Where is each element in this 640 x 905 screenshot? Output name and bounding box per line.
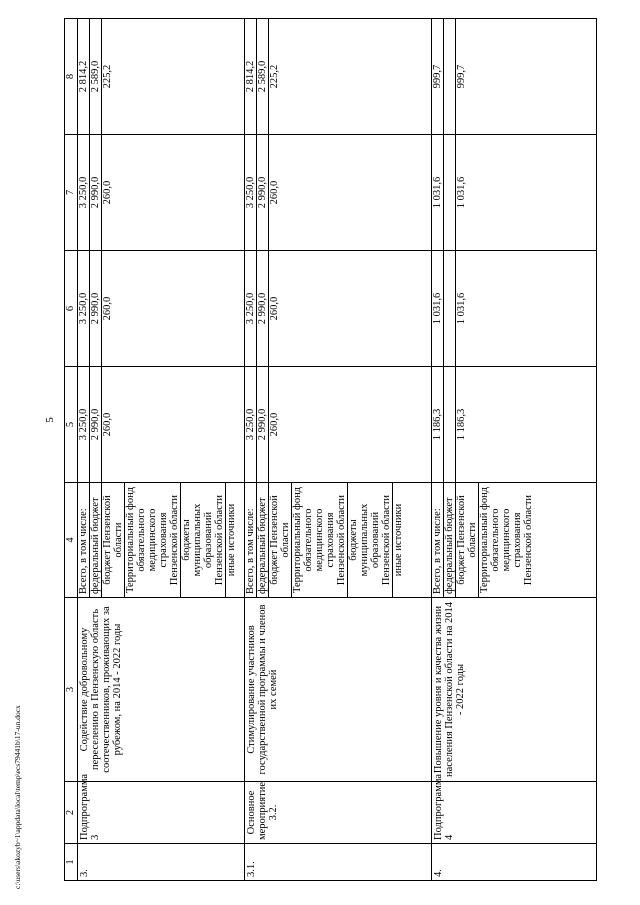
source-cell: [245, 483, 432, 598]
value: 1 031,6: [456, 292, 467, 325]
source-line: Территориальный фонд обязательного медицинского страхования Пензенской области: [292, 483, 348, 597]
col-header: 7: [65, 135, 78, 251]
value: 225,2: [102, 64, 113, 89]
source-line: бюджет Пензенской области: [102, 483, 125, 597]
value-cell-6: [432, 251, 597, 367]
value-cell-8: [432, 19, 597, 135]
source-line: бюджет Пензенской области: [269, 483, 292, 597]
value-cell-7: [78, 135, 245, 251]
source-line: Всего, в том числе:: [432, 483, 444, 597]
row-number: 3.1.: [245, 844, 432, 881]
value: 3 250,0: [245, 367, 257, 482]
value: 2 814,2: [245, 19, 257, 134]
col-header: 6: [65, 251, 78, 367]
value: 1 186,3: [456, 408, 467, 441]
value-cell-5: [245, 367, 432, 483]
col-header: 4: [65, 483, 78, 598]
footer-file-path: c:\users\akozyb~1\appdata\local\temp\ecs79441b\17-un.docx: [13, 705, 22, 889]
source-cell: [78, 483, 245, 598]
col-header: 3: [65, 598, 78, 782]
value-cell-8: [245, 19, 432, 135]
source-line: бюджеты муниципальных образований Пензенской области: [181, 483, 226, 597]
rotated-table-container: [64, 19, 576, 881]
funding-table: [64, 18, 597, 881]
source-line: иные источники: [393, 503, 404, 577]
value: 260,0: [102, 412, 113, 437]
source-line: Территориальный фонд обязательного медицинского страхования Пензенской области: [125, 483, 181, 597]
source-line: федеральный бюджет: [444, 483, 456, 597]
value: 225,2: [269, 64, 280, 89]
value: 260,0: [269, 296, 280, 321]
value: 999,7: [432, 19, 444, 134]
value-cell-5: [432, 367, 597, 483]
value-cell-5: [78, 367, 245, 483]
source-cell: [432, 483, 597, 598]
source-line: Всего, в том числе:: [78, 483, 90, 597]
value: 1 031,6: [432, 251, 444, 366]
row-kind: Подпрограмма 3: [78, 782, 245, 844]
value: 1 186,3: [432, 367, 444, 482]
value: [444, 251, 456, 366]
value: 1 031,6: [456, 176, 467, 209]
value: 2 990,0: [90, 135, 102, 250]
row-kind: Основное мероприятие 3.2.: [245, 782, 432, 844]
source-line: бюджеты муниципальных образований Пензенской области: [348, 483, 393, 597]
value: 260,0: [269, 412, 280, 437]
value: 3 250,0: [245, 135, 257, 250]
source-line: иные источники: [226, 503, 237, 577]
value: 2 589,0: [257, 19, 269, 134]
value: 2 990,0: [257, 367, 269, 482]
value: 3 250,0: [78, 367, 90, 482]
value: 2 990,0: [90, 251, 102, 366]
value: 2 990,0: [257, 251, 269, 366]
page-number: 5: [44, 417, 56, 423]
value: 3 250,0: [78, 251, 90, 366]
value: 1 031,6: [432, 135, 444, 250]
col-header: 8: [65, 19, 78, 135]
source-line: Всего, в том числе:: [245, 483, 257, 597]
value: 2 814,2: [78, 19, 90, 134]
value-cell-8: [78, 19, 245, 135]
source-line: бюджет Пензенской области: [456, 483, 479, 597]
value-cell-7: [245, 135, 432, 251]
table-row: [245, 19, 432, 881]
value: [444, 19, 456, 134]
value: 260,0: [269, 180, 280, 205]
value: 3 250,0: [78, 135, 90, 250]
value-cell-7: [432, 135, 597, 251]
value: 999,7: [456, 64, 467, 89]
value: [444, 367, 456, 482]
value: [444, 135, 456, 250]
source-line: федеральный бюджет: [90, 483, 102, 597]
header-row: [65, 19, 78, 881]
row-title: Стимулирование участников государственной программы и членов их семей: [245, 598, 432, 782]
row-kind: Подпрограмма 4: [432, 782, 597, 844]
row-number: 3.: [78, 844, 245, 881]
value: 2 990,0: [257, 135, 269, 250]
value: 260,0: [102, 296, 113, 321]
value: 3 250,0: [245, 251, 257, 366]
value: 260,0: [102, 180, 113, 205]
value-cell-6: [245, 251, 432, 367]
table-row: [432, 19, 597, 881]
table-row: [78, 19, 245, 881]
source-line: Территориальный фонд обязательного медицинского страхования Пензенской области: [479, 486, 534, 594]
value-cell-6: [78, 251, 245, 367]
row-title: Повышение уровня и качества жизни населения Пензенской области на 2014 - 2022 годы: [432, 598, 597, 782]
col-header: 1: [65, 844, 78, 881]
value: 2 589,0: [90, 19, 102, 134]
value: 2 990,0: [90, 367, 102, 482]
col-header: 2: [65, 782, 78, 844]
source-line: федеральный бюджет: [257, 483, 269, 597]
col-header: 5: [65, 367, 78, 483]
row-number: 4.: [432, 844, 597, 881]
row-title: Содействие добровольному переселению в Пензенскую область соотечественников, проживающих за рубежом, на 2014 - 2022 годы: [78, 598, 245, 782]
